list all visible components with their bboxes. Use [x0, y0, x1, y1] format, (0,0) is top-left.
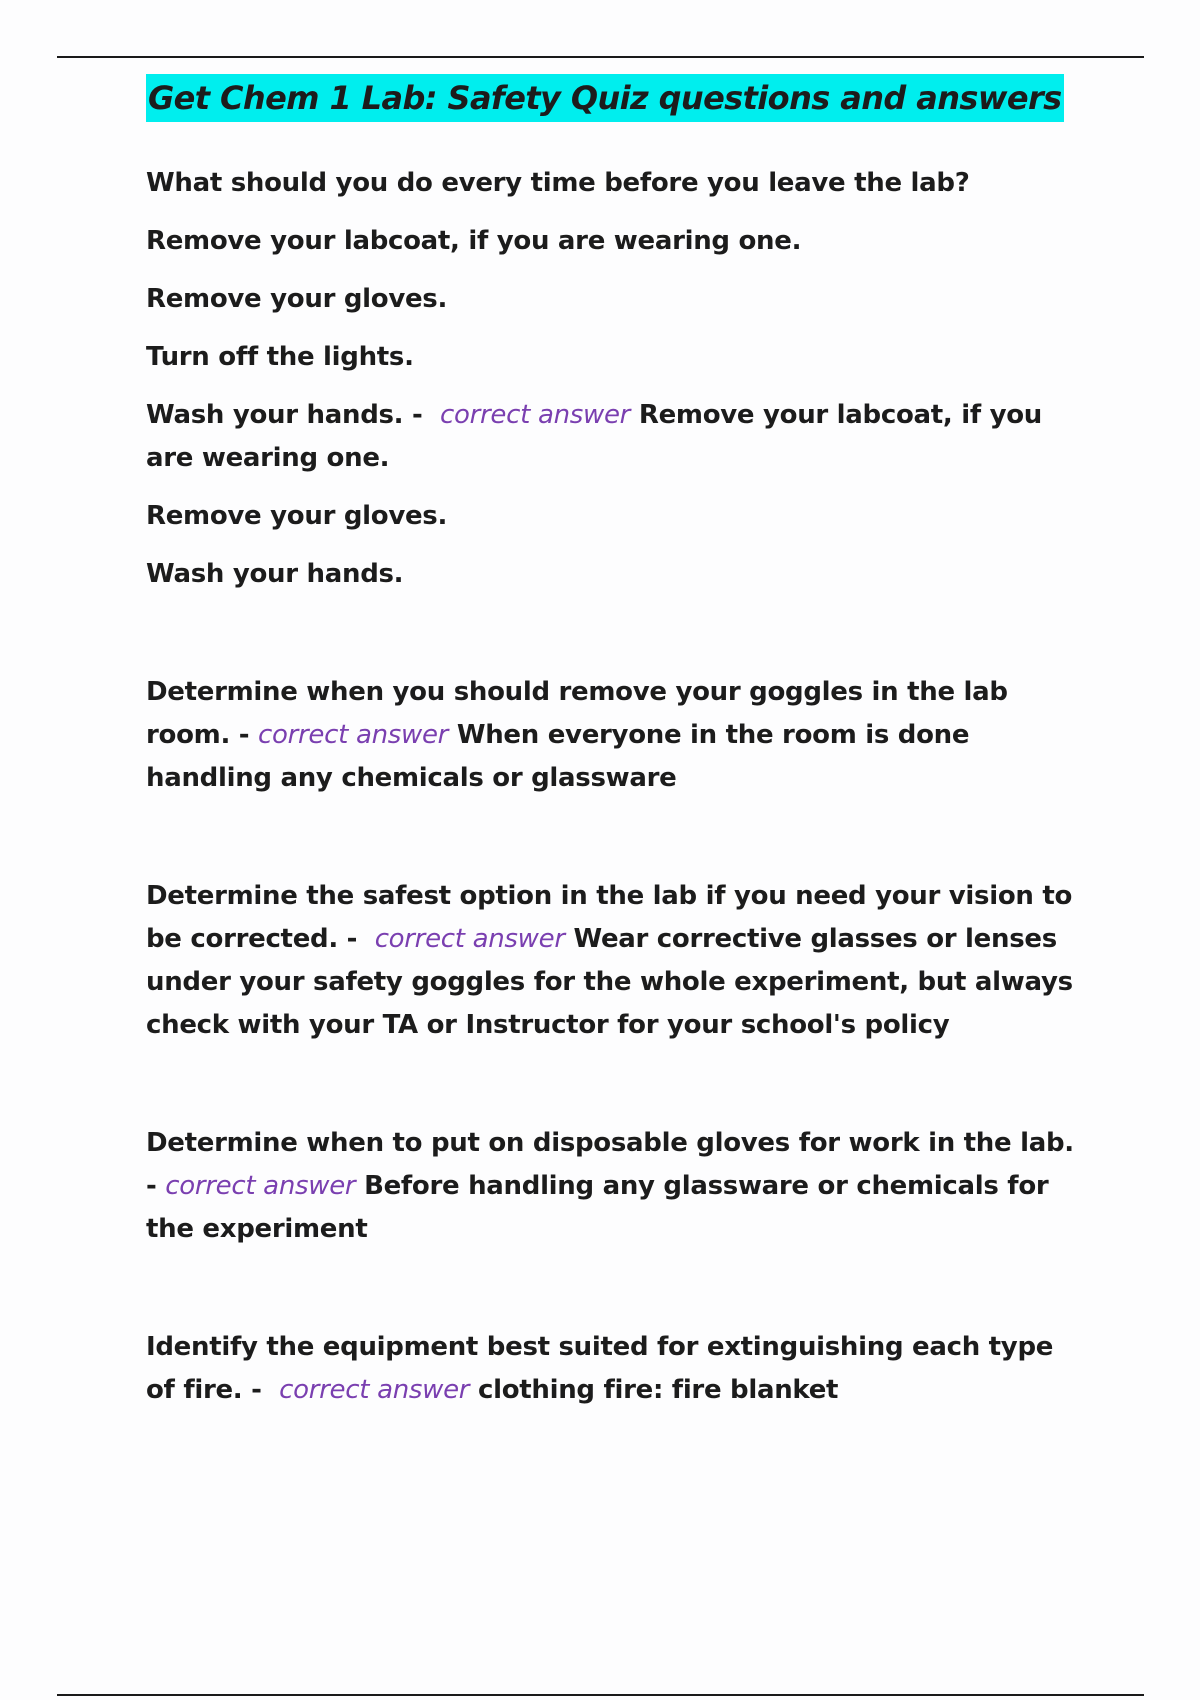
correct-answer-marker: correct answer: [440, 400, 631, 430]
qa-block-1: [146, 162, 1086, 596]
correct-answer-marker: correct answer: [165, 1171, 356, 1201]
option-text: Turn off the lights.: [146, 342, 414, 372]
qa-block-5: [146, 1326, 1086, 1412]
option-text: Remove your labcoat, if you are wearing one.: [146, 226, 802, 256]
document-title: Get Chem 1 Lab: Safety Quiz questions and answers: [146, 74, 1064, 122]
answer-text: Wear corrective glasses or lenses under your safety goggles for the whole experiment, but always check with your TA or Instructor for your school's policy: [146, 924, 1073, 1040]
question-text: Determine the safest option in the lab if you need your vision to be corrected. -: [146, 881, 1073, 954]
question-text: Identify the equipment best suited for extinguishing each type of fire. -: [146, 1332, 1054, 1405]
answer-text: Remove your gloves.: [146, 501, 448, 531]
answer-text: Wash your hands.: [146, 559, 404, 589]
qa-block-3: [146, 875, 1086, 1047]
qa-block-4: [146, 1122, 1086, 1251]
document-body: [146, 74, 1086, 1412]
correct-answer-marker: correct answer: [374, 924, 565, 954]
answer-text: When everyone in the room is done handling any chemicals or glassware: [146, 720, 970, 793]
bottom-rule: [57, 1694, 1144, 1696]
correct-answer-marker: correct answer: [279, 1375, 470, 1405]
option-with-answer: [146, 394, 1086, 480]
correct-answer-marker: correct answer: [258, 720, 449, 750]
answer-text: Remove your labcoat, if you are wearing one.: [146, 400, 1043, 473]
question-text: Determine when to put on disposable gloves for work in the lab. -: [146, 1128, 1074, 1201]
answer-text: Before handling any glassware or chemicals for the experiment: [146, 1171, 1049, 1244]
question-text: What should you do every time before you leave the lab?: [146, 168, 970, 198]
option-text: Remove your gloves.: [146, 284, 448, 314]
top-rule: [57, 56, 1144, 58]
option-text: Wash your hands. -: [146, 400, 432, 430]
qa-block-2: [146, 671, 1086, 800]
question-text: Determine when you should remove your goggles in the lab room. -: [146, 677, 1008, 750]
answer-text: clothing fire: fire blanket: [477, 1375, 839, 1405]
